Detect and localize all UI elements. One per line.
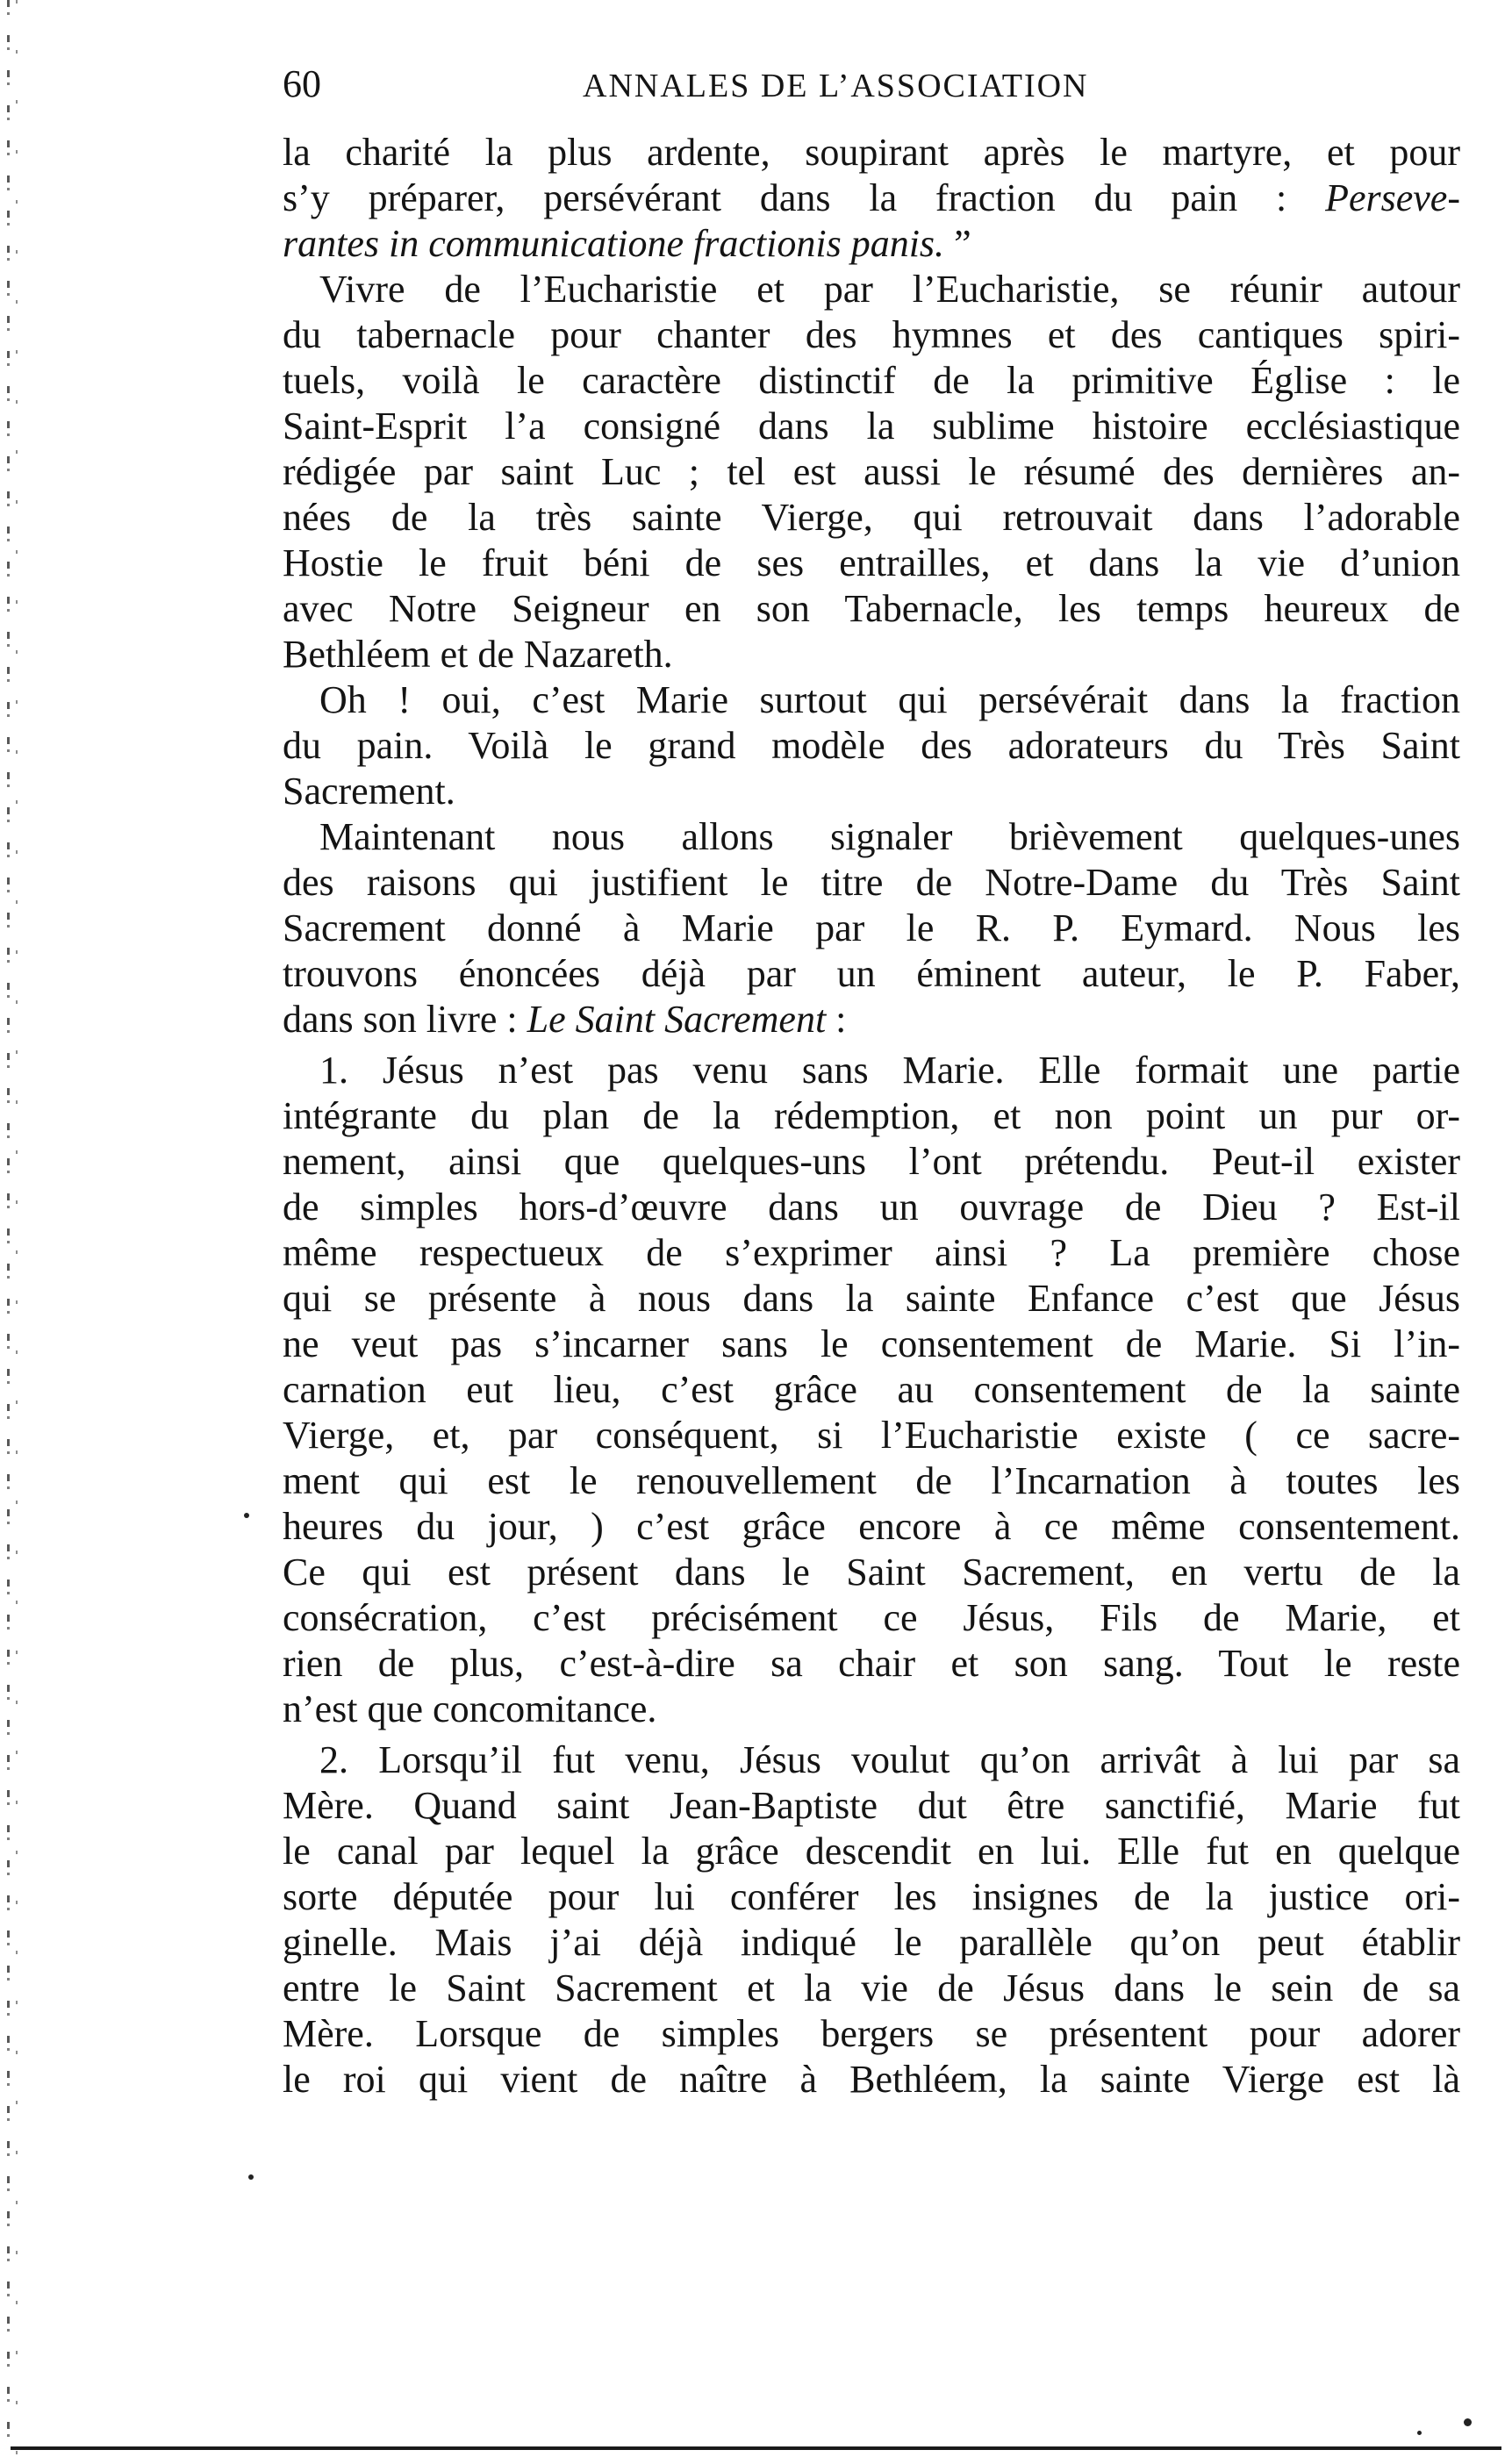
- running-title: ANNALES DE L’ASSOCIATION: [583, 68, 1089, 104]
- text-line: du pain. Voilà le grand modèle des adorateurs du Très Saint: [283, 724, 1460, 767]
- text-line: nées de la très sainte Vierge, qui retrouvait dans l’adorable: [283, 496, 1460, 539]
- text-span: :: [826, 998, 847, 1041]
- text-line: Sacrement donné à Marie par le R. P. Eymard. Nous les: [283, 906, 1460, 949]
- paragraph-first-line: 2. Lorsqu’il fut venu, Jésus voulut qu’on arrivât à lui par sa: [319, 1738, 1460, 1781]
- text-line: Saint-Esprit l’a consigné dans la sublime histoire ecclésiastique: [283, 405, 1460, 448]
- paragraph-first-line: Maintenant nous allons signaler brièvement quelques-unes: [319, 815, 1460, 858]
- text-line: Mère. Lorsque de simples bergers se présentent pour adorer: [283, 2012, 1460, 2055]
- scan-speck: [1464, 2418, 1472, 2426]
- text-line: même respectueux de s’exprimer ainsi ? La première chose: [283, 1231, 1460, 1274]
- text-line: Bethléem et de Nazareth.: [283, 633, 673, 676]
- text-line: des raisons qui justifient le titre de Notre-Dame du Très Saint: [283, 861, 1460, 904]
- text-line: ginelle. Mais j’ai déjà indiqué le parallèle qu’on peut établir: [283, 1921, 1460, 1964]
- text-line: consécration, c’est précisément ce Jésus, Fils de Marie, et: [283, 1596, 1460, 1639]
- text-line: nement, ainsi que quelques-uns l’ont prétendu. Peut-il exister: [283, 1140, 1460, 1183]
- paragraph-first-line: Oh ! oui, c’est Marie surtout qui persévérait dans la fraction: [319, 678, 1460, 721]
- text-line: rien de plus, c’est-à-dire sa chair et son sang. Tout le reste: [283, 1642, 1460, 1685]
- text-line: avec Notre Seigneur en son Tabernacle, les temps heureux de: [283, 587, 1460, 630]
- text-line: ne veut pas s’incarner sans le consentement de Marie. Si l’in-: [283, 1322, 1460, 1365]
- italic-text: rantes in communicatione fractionis panis.: [283, 222, 945, 265]
- text-line: [283, 221, 1460, 267]
- italic-text: Perseve-: [1325, 176, 1460, 219]
- page-number: 60: [283, 62, 321, 105]
- text-line: de simples hors-d’œuvre dans un ouvrage de Dieu ? Est-il: [283, 1186, 1460, 1228]
- text-line: Sacrement.: [283, 770, 455, 813]
- text-line: heures du jour, ) c’est grâce encore à ce même consentement.: [283, 1505, 1460, 1548]
- paragraph-first-line: Vivre de l’Eucharistie et par l’Eucharistie, se réunir autour: [319, 268, 1460, 311]
- text-line: trouvons énoncées déjà par un éminent auteur, le P. Faber,: [283, 952, 1460, 995]
- paragraph-first-line: 1. Jésus n’est pas venu sans Marie. Elle formait une partie: [319, 1049, 1460, 1092]
- text-line: ment qui est le renouvellement de l’Incarnation à toutes les: [283, 1459, 1460, 1502]
- text-line: Mère. Quand saint Jean-Baptiste dut être sanctifié, Marie fut: [283, 1784, 1460, 1827]
- closing-quote: ”: [944, 222, 971, 265]
- scan-speck: [1417, 2431, 1422, 2435]
- text-line: sorte députée pour lui conférer les insignes de la justice ori-: [283, 1875, 1460, 1918]
- scan-speck: [244, 1513, 249, 1518]
- body-text: [283, 130, 1460, 2102]
- text-line: Ce qui est présent dans le Saint Sacrement, en vertu de la: [283, 1551, 1460, 1594]
- binding-edge-marks: [7, 0, 10, 2457]
- text-line: le roi qui vient de naître à Bethléem, la sainte Vierge est là: [283, 2058, 1460, 2101]
- text-line: [283, 997, 1460, 1042]
- text-line: la charité la plus ardente, soupirant après le martyre, et pour: [283, 131, 1460, 174]
- text-span: dans son livre :: [283, 998, 527, 1041]
- binding-edge-marks-inner: [16, 0, 18, 2457]
- text-line: le canal par lequel la grâce descendit en lui. Elle fut en quelque: [283, 1830, 1460, 1873]
- page-header: [283, 61, 1476, 107]
- scan-speck: [248, 2174, 254, 2180]
- text-line: n’est que concomitance.: [283, 1687, 657, 1730]
- text-line: tuels, voilà le caractère distinctif de la primitive Église : le: [283, 359, 1460, 402]
- text-line: intégrante du plan de la rédemption, et non point un pur or-: [283, 1094, 1460, 1137]
- text-line: [283, 176, 1460, 221]
- text-line: du tabernacle pour chanter des hymnes et des cantiques spiri-: [283, 313, 1460, 356]
- text-line: Hostie le fruit béni de ses entrailles, et dans la vie d’union: [283, 541, 1460, 584]
- book-title: Le Saint Sacrement: [527, 998, 827, 1041]
- text-line: qui se présente à nous dans la sainte Enfance c’est que Jésus: [283, 1277, 1460, 1320]
- text-line: Vierge, et, par conséquent, si l’Eucharistie existe ( ce sacre-: [283, 1414, 1460, 1457]
- bottom-edge-rule: [11, 2446, 1501, 2450]
- text-line: entre le Saint Sacrement et la vie de Jésus dans le sein de sa: [283, 1966, 1460, 2009]
- text-span: s’y préparer, persévérant dans la fraction du pain :: [283, 176, 1326, 219]
- text-line: carnation eut lieu, c’est grâce au consentement de la sainte: [283, 1368, 1460, 1411]
- text-line: rédigée par saint Luc ; tel est aussi le résumé des dernières an-: [283, 450, 1460, 493]
